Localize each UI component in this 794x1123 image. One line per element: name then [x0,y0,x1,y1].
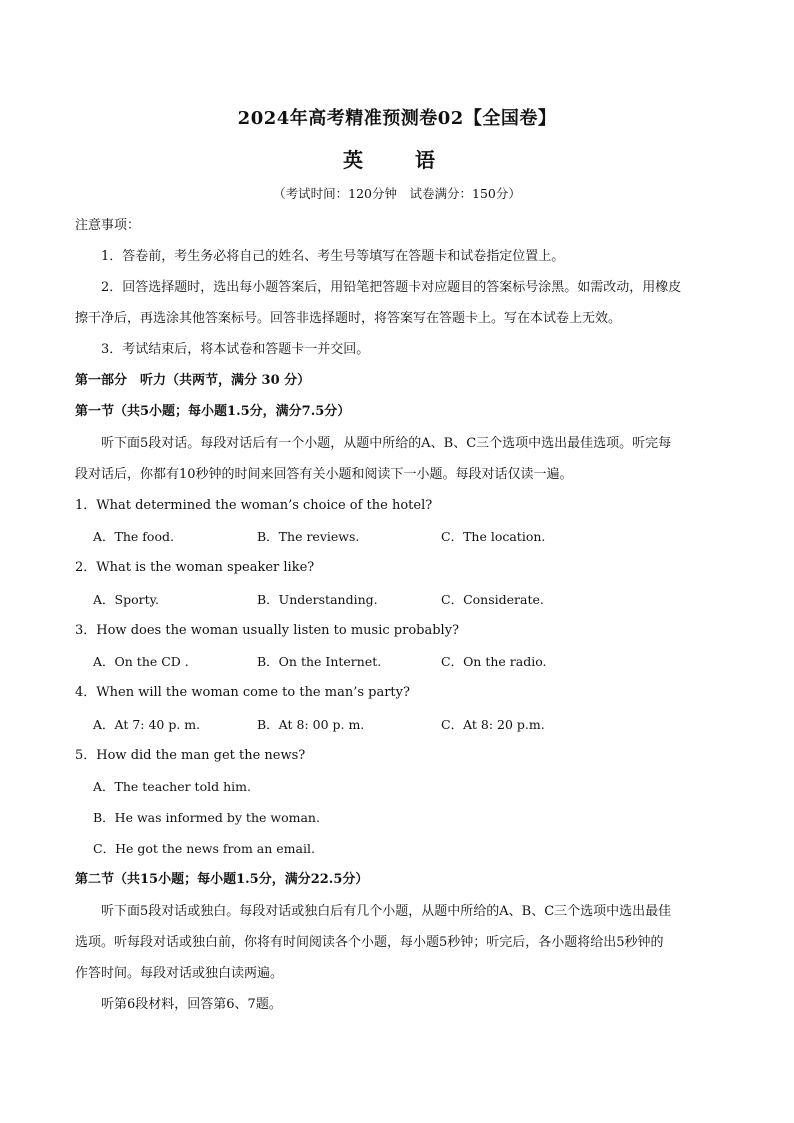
notice-heading: 注意事项： [75,218,141,233]
subject-title: 英 语 [343,148,451,172]
material-6-instruction: 听第6段材料，回答第6、7题。 [101,997,282,1012]
section2-heading: 第二节（共15小题；每小题1.5分，满分22.5分） [75,872,369,887]
question-2: 2．What is the woman speaker like? [75,560,315,575]
section2-instruction-line-3: 作答时间。每段对话或独白读两遍。 [75,966,284,981]
question-4-option-b: B．At 8: 00 p. m. [257,717,365,732]
section1-instruction-line-2: 段对话后，你都有10秒钟的时间来回答有关小题和阅读下一小题。每段对话仅读一遍。 [75,467,573,482]
section2-instruction-line-1: 听下面5段对话或独白。每段对话或独白后有几个小题，从题中所给的A、B、C三个选项中选出最佳 [101,904,672,919]
section1-instruction-line-1: 听下面5段对话。每段对话后有一个小题，从题中所给的A、B、C三个选项中选出最佳选项。听完每 [101,436,672,451]
question-1-option-a: A．The food. [93,529,174,544]
exam-info: （考试时间：120分钟 试卷满分：150分） [273,186,521,201]
question-3-option-b: B．On the Internet. [257,654,382,669]
question-5: 5．How did the man get the news? [75,748,306,763]
question-3-option-a: A．On the CD . [93,654,189,669]
question-4-option-a: A．At 7: 40 p. m. [93,717,201,732]
question-5-option-b: B．He was informed by the woman. [93,810,320,825]
notice-item-2-line-2: 擦干净后，再选涂其他答案标号。回答非选择题时，将答案写在答题卡上。写在本试卷上无效。 [75,311,622,326]
question-2-option-a: A．Sporty. [93,592,159,607]
question-3-option-c: C．On the radio. [441,654,547,669]
exam-title: 2024年高考精准预测卷02【全国卷】 [237,108,557,129]
question-1: 1．What determined the woman’s choice of the hotel? [75,498,433,513]
question-5-option-a: A．The teacher told him. [93,779,251,794]
section2-instruction-line-2: 选项。听每段对话或独白前，你将有时间阅读各个小题，每小题5秒钟；听完后，各小题将给出5秒钟的 [75,935,664,950]
question-5-option-c: C．He got the news from an email. [93,841,315,856]
question-2-option-b: B．Understanding. [257,592,378,607]
notice-item-2-line-1: 2．回答选择题时，选出每小题答案后，用铅笔把答题卡对应题目的答案标号涂黑。如需改动，用橡皮 [101,280,682,295]
question-1-option-b: B．The reviews. [257,529,360,544]
question-4-option-c: C．At 8: 20 p.m. [441,717,545,732]
question-3: 3．How does the woman usually listen to music probably? [75,623,460,638]
question-1-option-c: C．The location. [441,529,546,544]
question-2-option-c: C．Considerate. [441,592,544,607]
notice-item-1: 1．答卷前，考生务必将自己的姓名、考生号等填写在答题卡和试卷指定位置上。 [101,249,565,264]
notice-item-3: 3．考试结束后，将本试卷和答题卡一并交回。 [101,342,370,357]
part1-heading: 第一部分 听力（共两节，满分 30 分） [75,373,311,388]
section1-heading: 第一节（共5小题；每小题1.5分，满分7.5分） [75,404,351,419]
question-4: 4．When will the woman come to the man’s party? [75,685,410,700]
